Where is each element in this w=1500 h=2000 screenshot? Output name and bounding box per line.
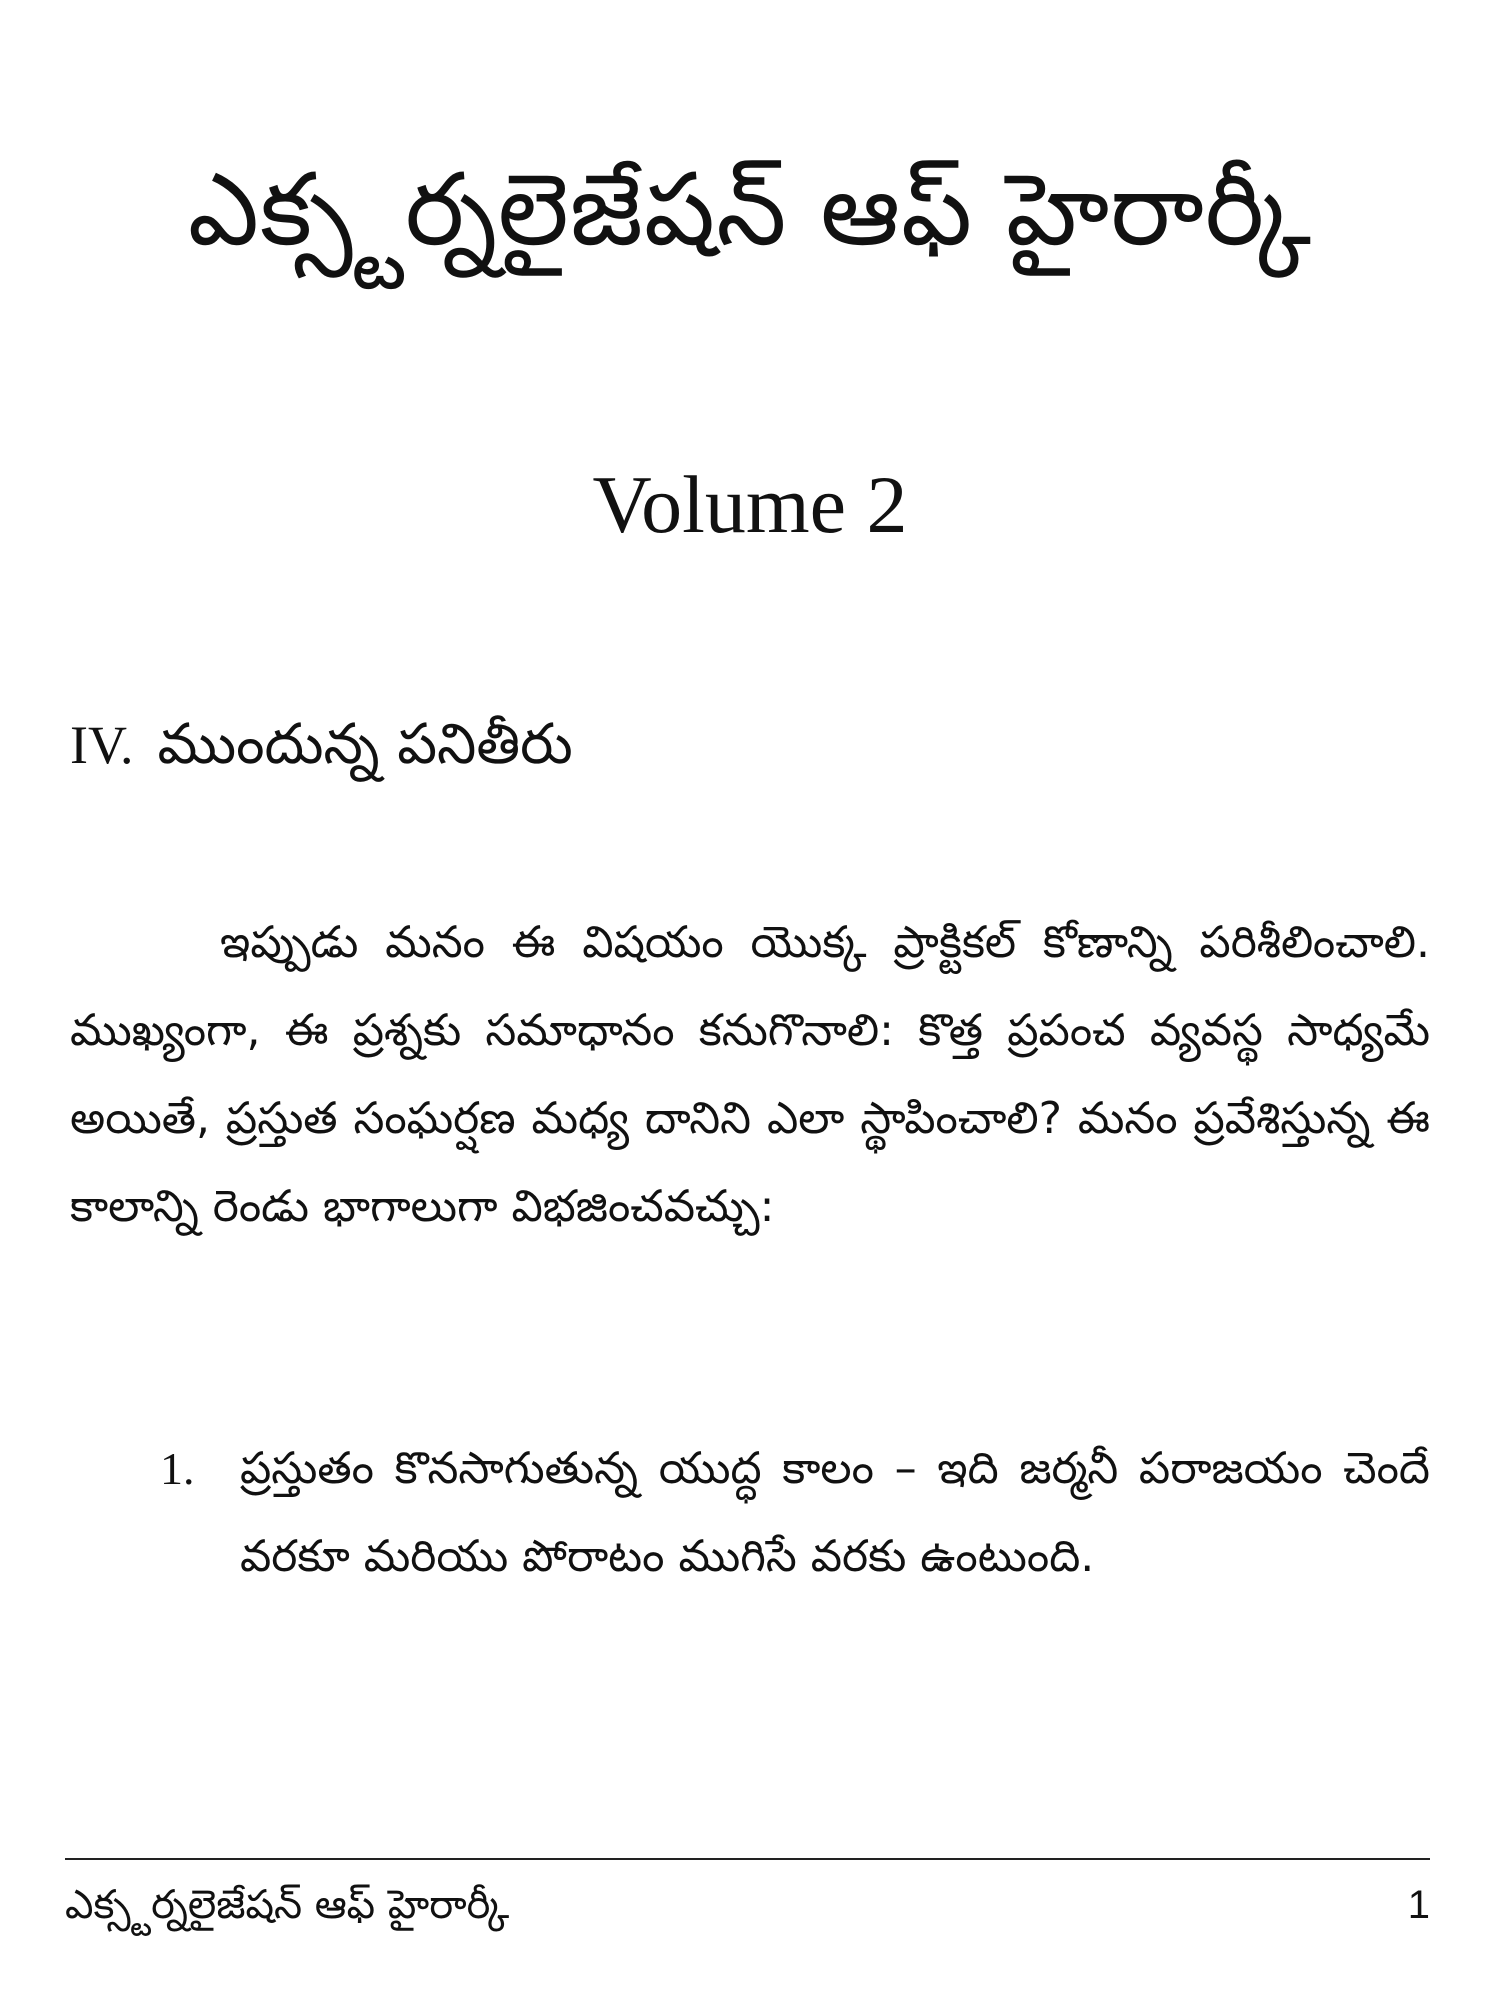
- footer-divider: [65, 1858, 1430, 1860]
- book-title: ఎక్స్టర్నలైజేషన్ ఆఫ్ హైరార్కీ: [187, 151, 1313, 268]
- volume-label: Volume 2: [592, 459, 908, 550]
- page-number: 1: [1407, 1883, 1430, 1927]
- section-title: ముందున్న పనితీరు: [157, 712, 573, 777]
- body-paragraph: ఇప్పుడు మనం ఈ విషయం యొక్క ప్రాక్టికల్ కోణాన్ని పరిశీలించాలి. ముఖ్యంగా, ఈ ప్రశ్నకు సమాధానం కనుగొనాలి: కొత్త ప్రపంచ వ్యవస్థ సాధ్యమే అయితే, ప్రస్తుత సంఘర్షణ మధ్య దానిని ఎలా స్థాపించాలి? మనం ప్రవేశిస్తున్న ఈ కాలాన్ని రెండు భాగాలుగా విభజించవచ్చు:: [70, 917, 1430, 1232]
- list-item-number: 1.: [160, 1443, 195, 1494]
- list-item-text: ప్రస్తుతం కొనసాగుతున్న యుద్ధ కాలం – ఇది జర్మనీ పరాజయం చెందే వరకూ మరియు పోరాటం ముగిసే వరకు ఉంటుంది.: [240, 1443, 1430, 1582]
- section-heading: [70, 700, 573, 790]
- list-item: [160, 1425, 1430, 1601]
- running-footer-title: ఎక్స్టర్నలైజేషన్ ఆఫ్ హైరార్కీ: [65, 1882, 510, 1928]
- section-number: IV.: [70, 715, 134, 775]
- numbered-list: [160, 1425, 1430, 1601]
